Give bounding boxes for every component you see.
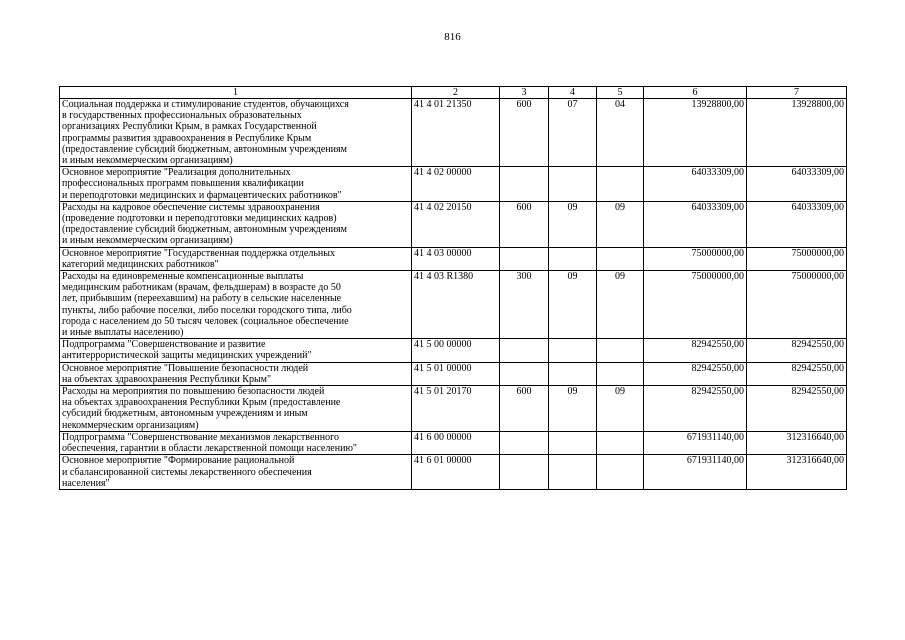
row-amount-2-cell: 312316640,00 bbox=[747, 455, 847, 490]
header-cell: 1 bbox=[60, 87, 412, 99]
row-section-cell bbox=[549, 247, 597, 270]
row-section-cell bbox=[549, 431, 597, 454]
row-section-cell: 07 bbox=[549, 99, 597, 167]
row-amount-2-cell: 82942550,00 bbox=[747, 386, 847, 432]
header-cell: 4 bbox=[549, 87, 597, 99]
budget-table bbox=[59, 86, 847, 490]
row-subsection-cell bbox=[597, 247, 644, 270]
row-amount-1-cell: 64033309,00 bbox=[644, 167, 747, 202]
row-amount-2-cell: 64033309,00 bbox=[747, 167, 847, 202]
row-section-cell: 09 bbox=[549, 201, 597, 247]
row-amount-2-cell: 13928800,00 bbox=[747, 99, 847, 167]
row-code-cell: 41 4 03 00000 bbox=[412, 247, 500, 270]
row-section-cell: 09 bbox=[549, 271, 597, 339]
row-code-cell: 41 4 03 R1380 bbox=[412, 271, 500, 339]
row-name-cell: Основное мероприятие "Формирование рациональной и сбалансированной системы лекарственного обеспечения населения" bbox=[60, 455, 412, 490]
row-amount-2-cell: 82942550,00 bbox=[747, 362, 847, 385]
row-code-cell: 41 6 01 00000 bbox=[412, 455, 500, 490]
table-row bbox=[60, 247, 847, 270]
row-amount-2-cell: 64033309,00 bbox=[747, 201, 847, 247]
row-subsection-cell bbox=[597, 431, 644, 454]
row-code-cell: 41 5 01 00000 bbox=[412, 362, 500, 385]
row-amount-1-cell: 13928800,00 bbox=[644, 99, 747, 167]
header-cell: 3 bbox=[500, 87, 549, 99]
row-amount-1-cell: 75000000,00 bbox=[644, 271, 747, 339]
row-amount-2-cell: 75000000,00 bbox=[747, 271, 847, 339]
table-row bbox=[60, 431, 847, 454]
header-cell: 5 bbox=[597, 87, 644, 99]
table-row bbox=[60, 167, 847, 202]
row-code-cell: 41 4 02 00000 bbox=[412, 167, 500, 202]
row-subsection-cell: 09 bbox=[597, 386, 644, 432]
row-amount-1-cell: 82942550,00 bbox=[644, 339, 747, 362]
row-expense-type-cell: 300 bbox=[500, 271, 549, 339]
row-subsection-cell bbox=[597, 362, 644, 385]
row-subsection-cell bbox=[597, 167, 644, 202]
row-expense-type-cell bbox=[500, 455, 549, 490]
row-section-cell bbox=[549, 455, 597, 490]
row-expense-type-cell: 600 bbox=[500, 99, 549, 167]
row-name-cell: Расходы на единовременные компенсационные выплаты медицинским работникам (врачам, фельдшерам) в возрасте до 50 лет, прибывшим (переехавшим) на работу в сельские населенные пункты, либо рабочие поселки, либо поселки городского типа, либо города с населением до 50 тысяч человек (социальное обеспечение и иные выплаты населению) bbox=[60, 271, 412, 339]
row-amount-1-cell: 82942550,00 bbox=[644, 386, 747, 432]
row-section-cell bbox=[549, 339, 597, 362]
row-amount-2-cell: 82942550,00 bbox=[747, 339, 847, 362]
row-expense-type-cell bbox=[500, 339, 549, 362]
table-row bbox=[60, 455, 847, 490]
row-name-cell: Основное мероприятие "Государственная поддержка отдельных категорий медицинских работников" bbox=[60, 247, 412, 270]
header-cell: 7 bbox=[747, 87, 847, 99]
header-row bbox=[60, 87, 847, 99]
row-section-cell: 09 bbox=[549, 386, 597, 432]
row-amount-1-cell: 82942550,00 bbox=[644, 362, 747, 385]
row-code-cell: 41 5 01 20170 bbox=[412, 386, 500, 432]
row-expense-type-cell bbox=[500, 431, 549, 454]
row-expense-type-cell: 600 bbox=[500, 201, 549, 247]
row-name-cell: Расходы на мероприятия по повышению безопасности людей на объектах здравоохранения Республики Крым (предоставление субсидий бюджетным, автономным учреждениям и иным некоммерческим организациям) bbox=[60, 386, 412, 432]
row-section-cell bbox=[549, 167, 597, 202]
row-amount-1-cell: 75000000,00 bbox=[644, 247, 747, 270]
row-name-cell: Основное мероприятие "Повышение безопасности людей на объектах здравоохранения Республики Крым" bbox=[60, 362, 412, 385]
row-amount-2-cell: 312316640,00 bbox=[747, 431, 847, 454]
row-amount-1-cell: 671931140,00 bbox=[644, 431, 747, 454]
header-cell: 2 bbox=[412, 87, 500, 99]
row-name-cell: Подпрограмма "Совершенствование механизмов лекарственного обеспечения, гарантии в области лекарственной помощи населению" bbox=[60, 431, 412, 454]
table-row bbox=[60, 271, 847, 339]
row-subsection-cell: 09 bbox=[597, 201, 644, 247]
row-expense-type-cell bbox=[500, 362, 549, 385]
row-subsection-cell: 04 bbox=[597, 99, 644, 167]
row-amount-1-cell: 64033309,00 bbox=[644, 201, 747, 247]
row-amount-1-cell: 671931140,00 bbox=[644, 455, 747, 490]
row-code-cell: 41 6 00 00000 bbox=[412, 431, 500, 454]
row-name-cell: Основное мероприятие "Реализация дополнительных профессиональных программ повышения квалификации и переподготовки медицинских и фармацевтических работников" bbox=[60, 167, 412, 202]
row-expense-type-cell bbox=[500, 167, 549, 202]
row-expense-type-cell: 600 bbox=[500, 386, 549, 432]
row-expense-type-cell bbox=[500, 247, 549, 270]
row-name-cell: Подпрограмма "Совершенствование и развитие антитеррористической защиты медицинских учреждений" bbox=[60, 339, 412, 362]
row-code-cell: 41 4 01 21350 bbox=[412, 99, 500, 167]
table-row bbox=[60, 339, 847, 362]
table-row bbox=[60, 386, 847, 432]
row-subsection-cell: 09 bbox=[597, 271, 644, 339]
table-row bbox=[60, 362, 847, 385]
header-cell: 6 bbox=[644, 87, 747, 99]
row-code-cell: 41 4 02 20150 bbox=[412, 201, 500, 247]
table-row bbox=[60, 99, 847, 167]
row-section-cell bbox=[549, 362, 597, 385]
row-name-cell: Социальная поддержка и стимулирование студентов, обучающихся в государственных профессиональных образовательных организациях Республики Крым, в рамках Государственной программы развития здравоохранения в Республике Крым (предоставление субсидий бюджетным, автономным учреждениям и иным некоммерческим организациям) bbox=[60, 99, 412, 167]
row-name-cell: Расходы на кадровое обеспечение системы здравоохранения (проведение подготовки и переподготовки медицинских кадров) (предоставление субсидий бюджетным, автономным учреждениям и иным некоммерческим организациям) bbox=[60, 201, 412, 247]
row-subsection-cell bbox=[597, 455, 644, 490]
row-amount-2-cell: 75000000,00 bbox=[747, 247, 847, 270]
row-subsection-cell bbox=[597, 339, 644, 362]
page-number: 816 bbox=[444, 31, 461, 43]
row-code-cell: 41 5 00 00000 bbox=[412, 339, 500, 362]
table-row bbox=[60, 201, 847, 247]
